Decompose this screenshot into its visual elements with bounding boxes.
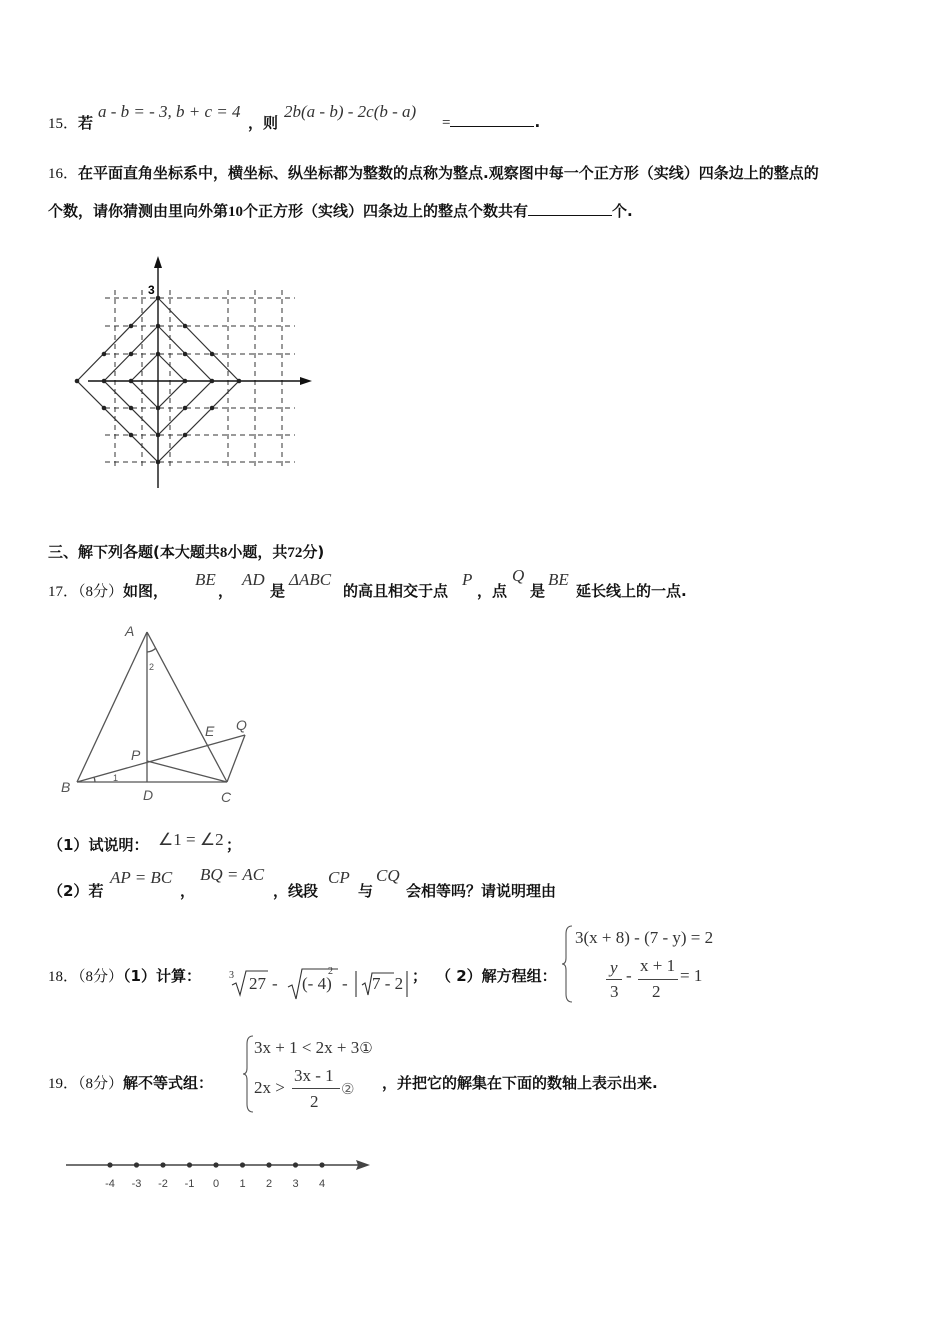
- q18-part2: （ 2）解方程组：: [436, 967, 557, 985]
- q15-number: 15．: [48, 116, 79, 132]
- q17-sub2-t4: 会相等吗？请说明理由: [406, 882, 557, 900]
- q17-ABC: ΔABC: [289, 570, 332, 589]
- q15-ruo: 若: [78, 114, 94, 132]
- q18-cube-val: 27: [249, 974, 266, 993]
- number-line-point: [266, 1162, 271, 1167]
- q18-part1: （1）计算：: [123, 967, 201, 985]
- number-line-label: -4: [105, 1178, 115, 1190]
- q19-ineq2-lhs: 2x >: [254, 1078, 285, 1097]
- number-line-point: [213, 1162, 218, 1167]
- q18-cube-index: 3: [229, 970, 234, 981]
- q15-end: .: [534, 113, 541, 131]
- fig-angle-1: 1: [113, 773, 119, 783]
- q16-text-2a: 个数，请你猜测由里向外第: [48, 202, 229, 220]
- q17-sub2-m1: AP = BC: [110, 868, 173, 887]
- q17-sub2-text: 若: [88, 882, 104, 900]
- fig-label-E: E: [205, 723, 215, 739]
- q15-ze: ，则: [248, 114, 279, 132]
- q18-eq2-3: 3: [610, 982, 619, 1001]
- q17-comma: ，: [218, 582, 234, 600]
- q17-sub2-c: ，: [180, 882, 196, 900]
- q16-ten: 10: [228, 204, 244, 220]
- q17-sub2-t3: 与: [358, 882, 374, 900]
- section-title-a: 三、解下列各题(本大题共: [48, 543, 220, 561]
- q17-t4: ，点: [477, 582, 508, 600]
- q15-blank: [450, 112, 534, 127]
- fig-label-A: A: [125, 623, 135, 639]
- number-line-label: 3: [292, 1178, 299, 1190]
- q18-minus-1: -: [272, 974, 278, 993]
- q18-eq2-y: y: [610, 958, 618, 977]
- q17-sub2-m2: BQ = AC: [200, 865, 265, 884]
- number-line-point: [319, 1162, 324, 1167]
- fig-label-D: D: [143, 787, 154, 803]
- x-axis-arrow: [300, 377, 312, 385]
- q18-eq2-rhs: = 1: [680, 966, 703, 985]
- q19-circle-2: ②: [341, 1080, 355, 1098]
- q17-part1: [48, 834, 148, 855]
- q17-triangle-figure: [55, 620, 265, 810]
- number-line-label: -3: [131, 1178, 142, 1190]
- fig-label-C: C: [221, 789, 232, 805]
- number-line-arrow: [356, 1160, 370, 1170]
- q19-number-line: [60, 1150, 380, 1200]
- q17-t5: 是: [530, 582, 546, 600]
- number-line-point: [240, 1162, 245, 1167]
- q18-number: 18．: [48, 969, 79, 985]
- q19-frac-line: [292, 1088, 340, 1089]
- number-line-label: -1: [184, 1178, 195, 1190]
- q17-sub1-end: ；: [226, 836, 242, 854]
- number-line-label: 2: [265, 1178, 273, 1190]
- number-line-point: [134, 1162, 139, 1167]
- q15-answer: [442, 112, 540, 132]
- fig-angle-2: 2: [149, 662, 155, 672]
- q17-t3: 的高且相交于点: [343, 582, 449, 600]
- q17-P: P: [462, 570, 473, 589]
- q19-stem: [48, 1072, 213, 1093]
- q17-stem: [48, 580, 168, 601]
- q19-ineq2-num: 3x - 1: [294, 1066, 334, 1085]
- q18-stem: [48, 965, 201, 986]
- q17-t6: 延长线上的一点.: [576, 582, 687, 600]
- q17-sub1-label: （1）: [48, 836, 89, 854]
- number-line-point: [293, 1162, 298, 1167]
- q19-number: 19．: [48, 1076, 79, 1092]
- q19-t2: ，并把它的解集在下面的数轴上表示出来.: [382, 1074, 658, 1092]
- q18-points: （8分）: [78, 969, 124, 985]
- q18-eq1: 3(x + 8) - (7 - y) = 2: [575, 928, 714, 947]
- q16-line2: [48, 200, 633, 221]
- grid-lines: [105, 290, 295, 470]
- number-line-label: 4: [318, 1178, 326, 1190]
- q17-sub2-CQ: CQ: [376, 866, 400, 885]
- q17-sub1-text: 试说明：: [88, 836, 149, 854]
- number-line-label: 0: [212, 1178, 220, 1190]
- number-line-point: [187, 1162, 192, 1167]
- q19-circle-1: ①: [359, 1039, 373, 1057]
- q17-sub2-label: （2）: [48, 882, 89, 900]
- number-line-label: -2: [158, 1178, 168, 1190]
- section-3-title: [48, 541, 324, 562]
- q17-Q: Q: [512, 566, 525, 585]
- q16-blank: [528, 201, 612, 216]
- q17-BE: BE: [195, 570, 216, 589]
- q18-eq2-minus: -: [626, 966, 632, 985]
- y-axis-arrow: [154, 256, 162, 268]
- q19-ineq1: [254, 1038, 373, 1058]
- q18-eq2-den: 2: [652, 982, 661, 1001]
- q17-t1: 如图，: [123, 582, 169, 600]
- q19-points: （8分）: [78, 1076, 124, 1092]
- q16-text-2d: 个.: [612, 202, 633, 220]
- q19-t1: 解不等式组：: [123, 1074, 214, 1092]
- q18-abs-inner: 7 - 2: [372, 974, 404, 993]
- q17-sub2-CP: CP: [328, 868, 350, 887]
- q17-sub2-t2: ，线段: [273, 882, 319, 900]
- q18-eq2-num: x + 1: [640, 956, 676, 975]
- q17-sub1-math: ∠1 = ∠2: [158, 830, 224, 849]
- q15: [48, 112, 93, 133]
- q18-semicolon: ；: [412, 967, 428, 985]
- number-line-point: [160, 1162, 165, 1167]
- y-label-3: 3: [148, 283, 155, 297]
- section-count: 8: [219, 545, 228, 561]
- q19-ineq2-den: 2: [310, 1092, 319, 1111]
- q17-number: 17．: [48, 584, 79, 600]
- section-title-c: 分): [302, 543, 325, 561]
- section-title-b: 小题，共: [227, 543, 288, 561]
- q15-eq: =: [442, 115, 451, 131]
- q16-number: 16．: [48, 166, 79, 182]
- number-line-point: [107, 1162, 112, 1167]
- q17-part2: [48, 880, 103, 901]
- q17-points: （8分）: [78, 584, 124, 600]
- q16-lattice-figure: [40, 250, 320, 500]
- q18-eq2-frac2-line: [638, 979, 678, 980]
- section-score: 72: [287, 545, 303, 561]
- q16-text-2c: 个正方形（实线）四条边上的整点个数共有: [243, 202, 529, 220]
- fig-label-B: B: [61, 779, 71, 795]
- q17-t2: 是: [270, 582, 286, 600]
- q16-text-1: 在平面直角坐标系中，横坐标、纵坐标都为整数的点称为整点.观察图中每一个正方形（实线）四条边上的整点的: [78, 164, 819, 182]
- q18-eq2-frac1-line: [606, 979, 622, 980]
- q18-system-brace: [562, 924, 576, 1004]
- q18-sqrt-inner: (- 4): [302, 974, 332, 993]
- q17-BE2: BE: [548, 570, 569, 589]
- q17-AD: AD: [242, 570, 265, 589]
- q18-square: 2: [328, 966, 333, 977]
- q15-expression: 2b(a - b) - 2c(b - a): [284, 102, 417, 121]
- fig-label-P: P: [131, 747, 141, 763]
- q16-line1: [48, 162, 819, 183]
- number-line-label: 1: [239, 1178, 246, 1190]
- q19-ineq1-text: 3x + 1 < 2x + 3: [254, 1038, 360, 1057]
- q15-condition: a - b = - 3, b + c = 4: [98, 102, 241, 121]
- fig-label-Q: Q: [236, 717, 247, 733]
- q18-minus-2: -: [342, 974, 348, 993]
